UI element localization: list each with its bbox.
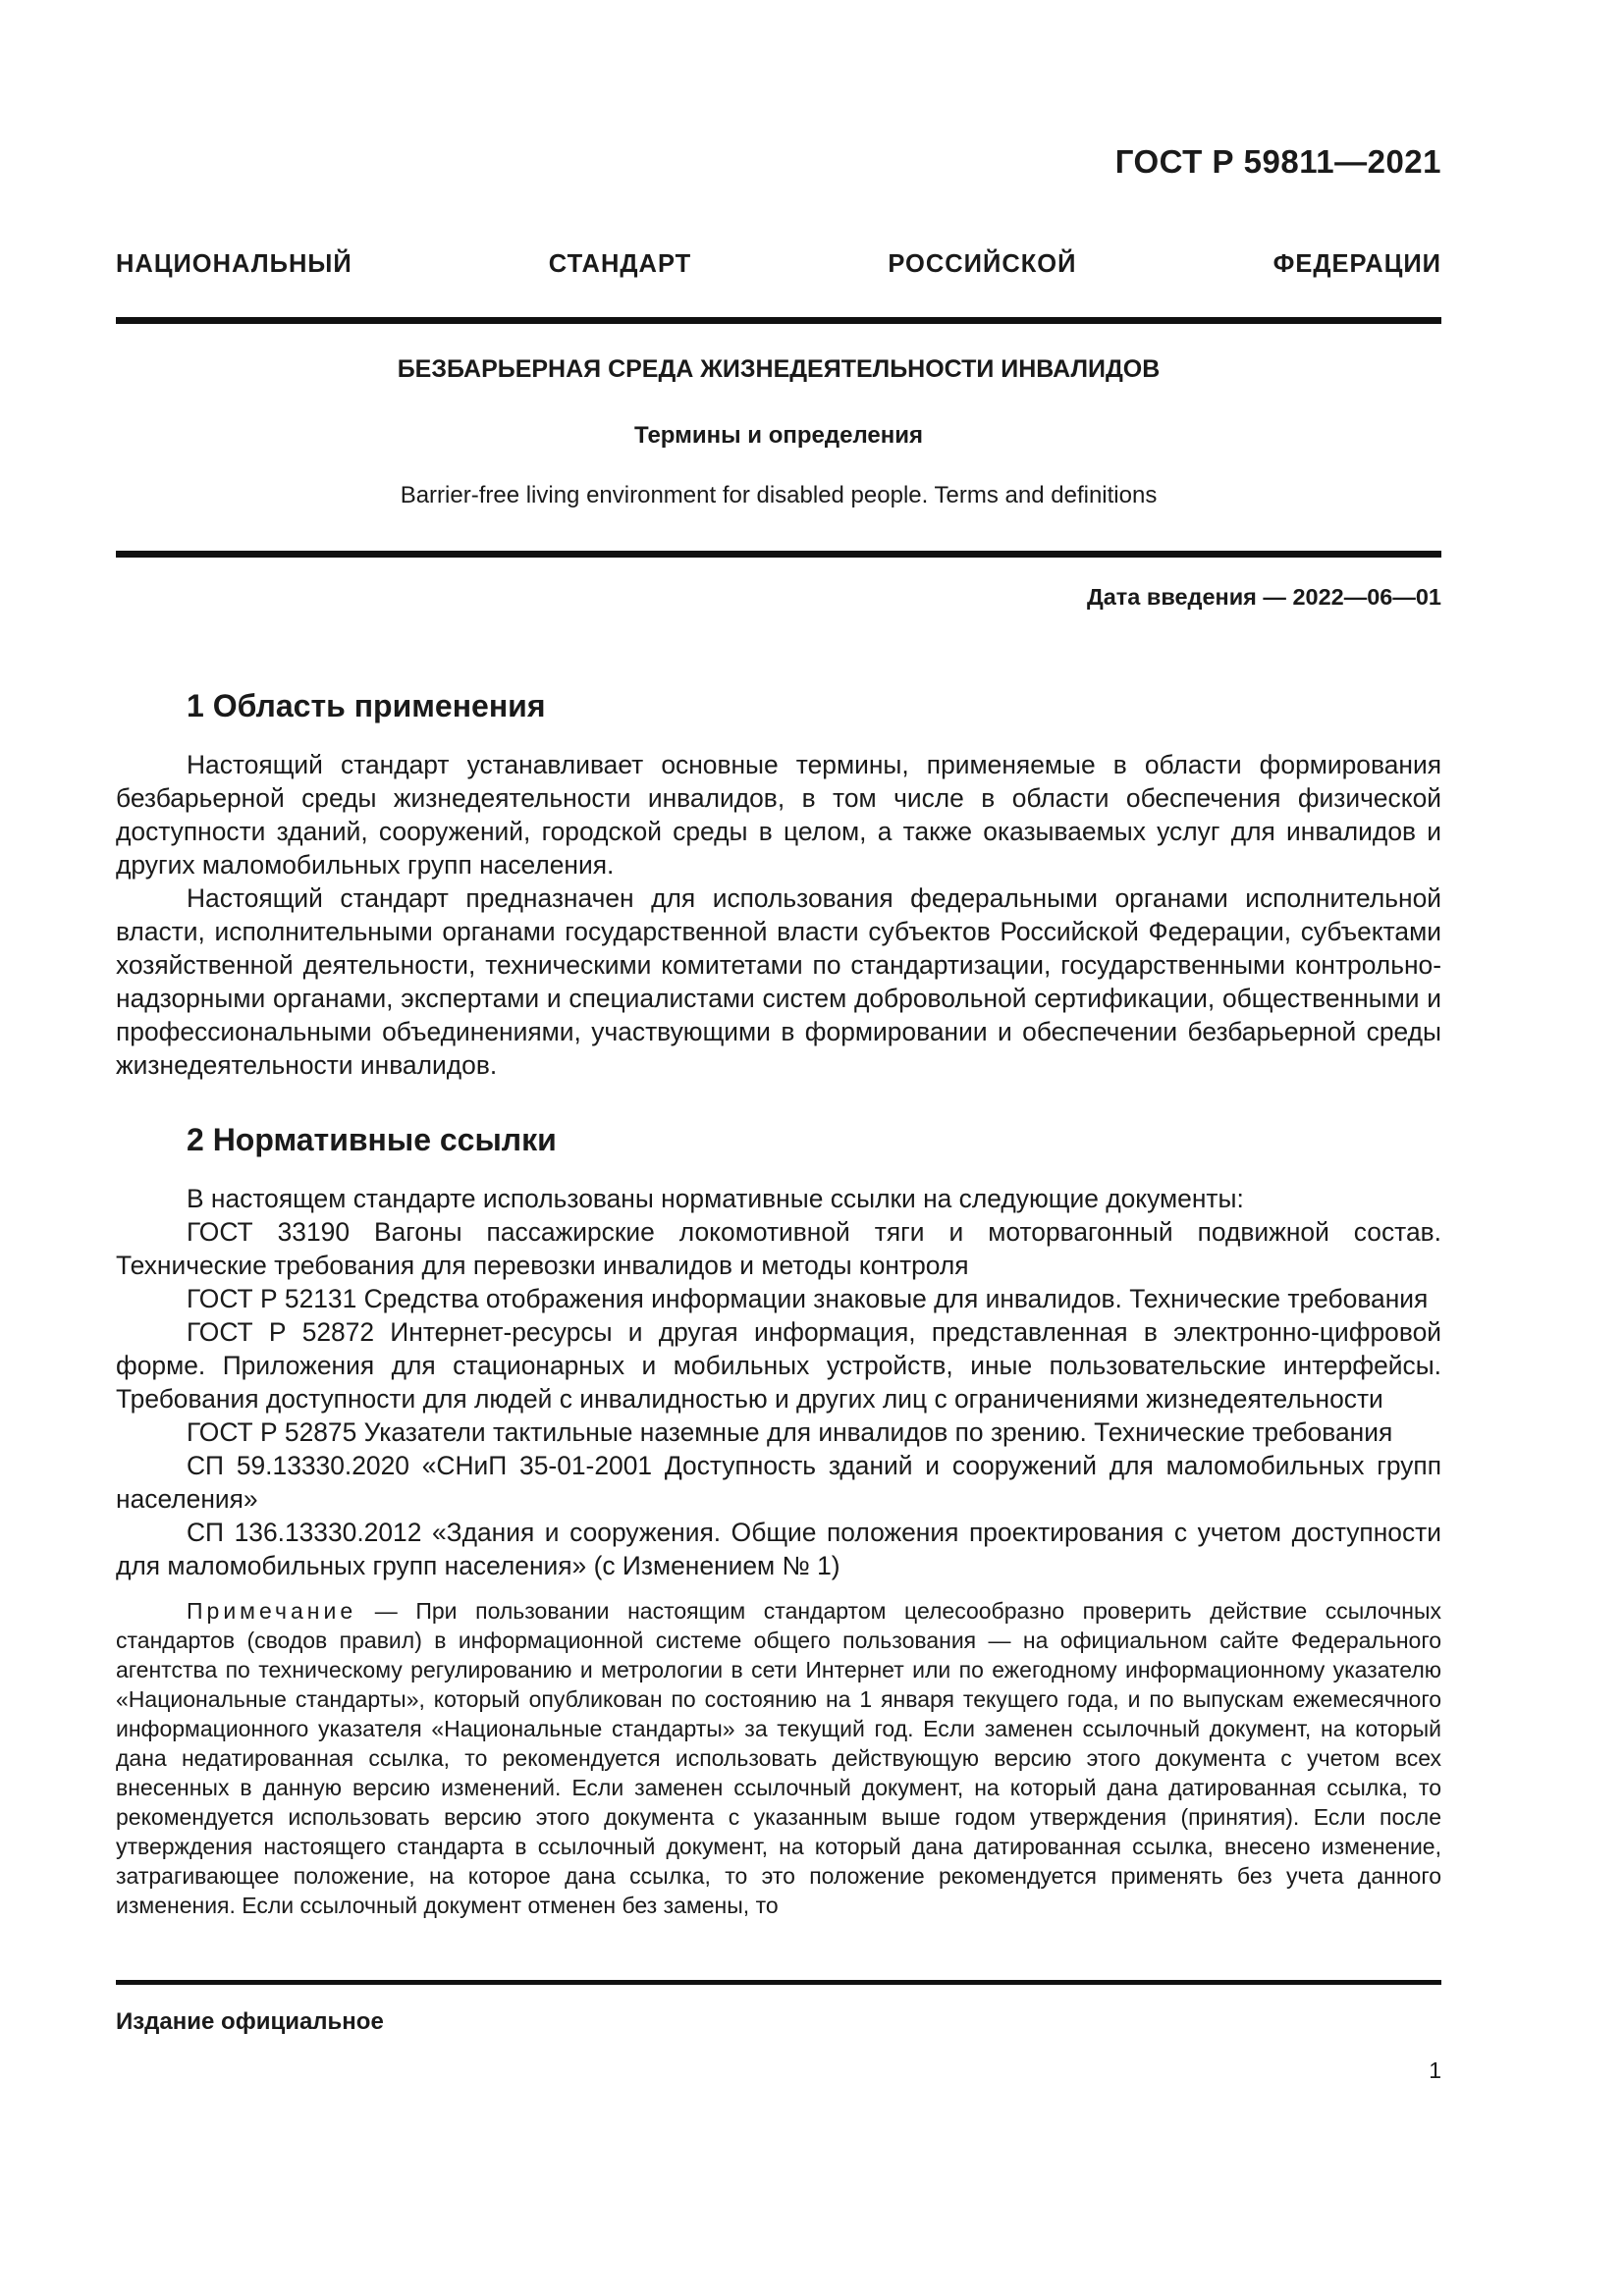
reference-item: ГОСТ 33190 Вагоны пассажирские локомотивной тяги и моторвагонный подвижной состав. Технические требования для перевозки инвалидов и методы контроля (116, 1217, 1441, 1280)
reference-item: СП 136.13330.2012 «Здания и сооружения. Общие положения проектирования с учетом доступности для маломобильных групп населения» (с Изменением № 1) (116, 1518, 1441, 1580)
title-rule (116, 551, 1441, 558)
section-1-paragraph: Настоящий стандарт устанавливает основные термины, применяемые в области формирования безбарьерной среды жизнедеятельности инвалидов, в том числе в области обеспечения физической доступности зданий, сооружений, городской среды в целом, а также оказываемых услуг для инвалидов и других маломобильных групп населения. (116, 750, 1441, 880)
document-subtitle: Термины и определения (633, 422, 924, 449)
page-number: 1 (1429, 2057, 1441, 2083)
section-2-heading: 2 Нормативные ссылки (187, 1122, 557, 1157)
note-label: Примечание (187, 1598, 357, 1624)
document-title: БЕЗБАРЬЕРНАЯ СРЕДА ЖИЗНЕДЕЯТЕЛЬНОСТИ ИНВАЛИДОВ (397, 355, 1161, 383)
english-title: Barrier-free living environment for disabled people. Terms and definitions (400, 482, 1158, 508)
section-2-intro: В настоящем стандарте использованы нормативные ссылки на следующие документы: (187, 1184, 1244, 1213)
top-rule (116, 317, 1441, 324)
reference-item: ГОСТ Р 52872 Интернет-ресурсы и другая информация, представленная в электронно-цифровой форме. Приложения для стационарных и мобильных устройств, иные пользовательские интерфейсы. Требования доступности для людей с инвалидностью и других лиц с ограничениями жизнедеятельности (116, 1317, 1441, 1414)
reference-note (116, 1596, 1441, 1920)
reference-item: ГОСТ Р 52131 Средства отображения информации знаковые для инвалидов. Технические требования (187, 1284, 1429, 1313)
main-content (116, 687, 1441, 1943)
footer-rule (116, 1980, 1441, 1985)
section-1-paragraph: Настоящий стандарт предназначен для использования федеральными органами исполнительной власти, исполнительными органами государственной власти субъектов Российской Федерации, субъектами хозяйственной деятельности, техническими комитетами по стандартизации, государственными контрольно-надзорными органами, экспертами и специалистами систем добровольной сертификации, общественными и профессиональными объединениями, участвующими в формировании и обеспечении безбарьерной среды жизнедеятельности инвалидов. (116, 883, 1441, 1080)
national-standard-banner: НАЦИОНАЛЬНЫЙ СТАНДАРТ РОССИЙСКОЙ ФЕДЕРАЦИИ (116, 250, 1441, 278)
section-1-heading: 1 Область применения (187, 688, 546, 723)
introduction-date: Дата введения — 2022—06—01 (1086, 584, 1441, 610)
edition-label: Издание официальное (116, 2008, 384, 2035)
note-text: — При пользовании настоящим стандартом целесообразно проверить действие ссылочных стандартов (сводов правил) в информационной системе общего пользования — на официальном сайте Федерального агентства по техническому регулированию и метрологии в сети Интернет или по ежегодному информационному указателю «Национальные стандарты», который опубликован по состоянию на 1 января текущего года, и по выпускам ежемесячного информационного указателя «Национальные стандарты» за текущий год. Если заменен ссылочный документ, на который дана недатированная ссылка, то рекомендуется использовать действующую версию этого документа с учетом всех внесенных в данную версию изменений. Если заменен ссылочный документ, на который дана датированная ссылка, то рекомендуется использовать версию этого документа с указанным выше годом утверждения (принятия). Если после утверждения настоящего стандарта в ссылочный документ, на который дана датированная ссылка, внесено изменение, затрагивающее положение, на которое дана ссылка, то это положение рекомендуется применять без учета данного изменения. Если ссылочный документ отменен без замены, то (116, 1598, 1441, 1918)
reference-item: ГОСТ Р 52875 Указатели тактильные наземные для инвалидов по зрению. Технические требования (187, 1417, 1393, 1447)
standard-code: ГОСТ Р 59811—2021 (1114, 143, 1441, 180)
reference-item: СП 59.13330.2020 «СНиП 35-01-2001 Доступность зданий и сооружений для маломобильных групп населения» (116, 1451, 1441, 1514)
